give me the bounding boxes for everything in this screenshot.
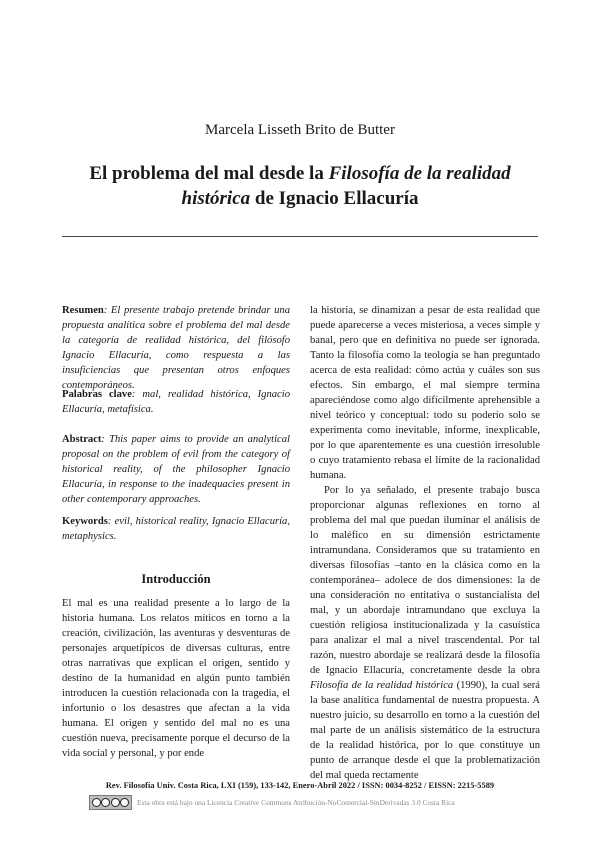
- abstract-text: : This paper aims to provide an analytical proposal on the problem of evil from the category of historical reality, of the philosopher Ignacio Ellacuría, in response to the inadequacies present in other contemporary approaches.: [62, 434, 290, 505]
- paper-title: [40, 161, 560, 211]
- cc-circle-icon: [92, 798, 101, 807]
- right-paragraph-1: la historia, se dinamizan a pesar de esta realidad que puede aparecerse a veces misteriosa, a veces simple y banal, pero que en definitiva no puede ser ignorada. Tanto la filosofía como la teología se han preguntado acerca de esta realidad: cómo actúa y cuáles son sus efectos. Sin embargo, el mal siempre termina apareciéndose como algo difícilmente aprehensible a nivel teórico y conceptual: todo su poderío solo se experimenta como inevitable, informe, inexplicable, por lo que aparentemente es una cuestión irresoluble o cuyo tratamiento rebasa el límite de la racionalidad humana.: [310, 305, 540, 481]
- keywords-label: Keywords: [62, 516, 108, 527]
- resumen-label: Resumen: [62, 305, 104, 316]
- abstract-block: [62, 432, 290, 507]
- journal-reference: Rev. Filosofía Univ. Costa Rica, LXI (159), 133-142, Enero-Abril 2022 / ISSN: 0034-8252 / EISSN: 2215-5589: [105, 781, 495, 790]
- intro-p1: El mal es una realidad presente a lo largo de la historia humana. Los relatos míticos en torno a la creación, civilización, las aventuras y desventuras de personajes arquetípicos de diversas culturas, entre otras narrativas que explican el origen, sentido y destino de la humanidad en algún punto también introducen la cuestión relacionada con la tragedia, el infortunio o los desastres que afectan a la vida humana. El origen y sentido del mal no es una cuestión nueva, precisamente porque el decurso de la vida social y personal, y por ende: [62, 598, 290, 759]
- intro-paragraph: [62, 596, 290, 761]
- keywords-text: : evil, historical reality, Ignacio Ellacuría, metaphysics.: [62, 516, 290, 542]
- palabras-clave-block: [62, 387, 290, 417]
- keywords-block: [62, 514, 290, 544]
- title-italic2: histórica: [181, 188, 251, 209]
- nc-icon: [111, 798, 120, 807]
- right-p2-italic: Filosofía de la realidad histórica: [310, 680, 454, 691]
- author-name: Marcela Lisseth Brito de Butter: [205, 122, 395, 138]
- palabras-clave-text: : mal, realidad histórica, Ignacio Ellacuría, metafísica.: [62, 389, 290, 415]
- license-text: Esta obra está bajo una Licencia Creative Commons Atribución-NoComercial-SinDerivadas 3.0 Costa Rica: [137, 798, 455, 807]
- title-divider: [62, 236, 538, 237]
- right-p2-after: (1990), la cual será la base analítica fundamental de nuestra propuesta. A nuestro juicio, su desarrollo en torno a la cuestión del mal parte de un análisis sistemático de la estructura de la realidad histórica, por lo que constituye un punto de arranque desde el que la problematización del mal queda rectamente: [310, 680, 540, 781]
- by-person-icon: [101, 798, 110, 807]
- section-heading-introduccion: Introducción: [141, 572, 211, 586]
- title-part1: El problema del mal desde la: [89, 163, 329, 184]
- palabras-clave-label: Palabras clave: [62, 389, 132, 400]
- right-column: [310, 303, 540, 783]
- right-paragraph-2: [310, 483, 540, 783]
- creative-commons-icon[interactable]: [89, 795, 132, 810]
- resumen-block: [62, 303, 290, 393]
- title-italic1: Filosofía de la realidad: [328, 163, 511, 184]
- resumen-text: : El presente trabajo pretende brindar una propuesta analítica sobre el problema del mal desde la categoría de realidad histórica, del filósofo Ignacio Ellacuría, como respuesta a las insuficiencias que presentan otros enfoques contemporáneos.: [62, 305, 290, 391]
- license-line: [89, 795, 455, 810]
- right-p2-before: Por lo ya señalado, el presente trabajo busca proporcionar algunas reflexiones en torno al problema del mal que puedan iluminar el análisis de lo maléfico en su dimensión estrictamente intramundana. Consideramos que su tratamiento en diversas filosofías –tanto en la clásica como en la contemporánea– adolece de dos dimensiones: la de una consideración no entitativa o sustancialista del mal, y un abordaje intramundano que excluya la cuestión religiosa institucionalizada y la casuística para analizar el mal a nivel trascendental. Por tal razón, nuestro abordaje se realizará desde la filosofía de Ignacio Ellacuría, concretamente desde la obra: [310, 485, 540, 676]
- title-part2: de Ignacio Ellacuría: [250, 188, 419, 209]
- nd-icon: [120, 798, 129, 807]
- abstract-label: Abstract: [62, 434, 102, 445]
